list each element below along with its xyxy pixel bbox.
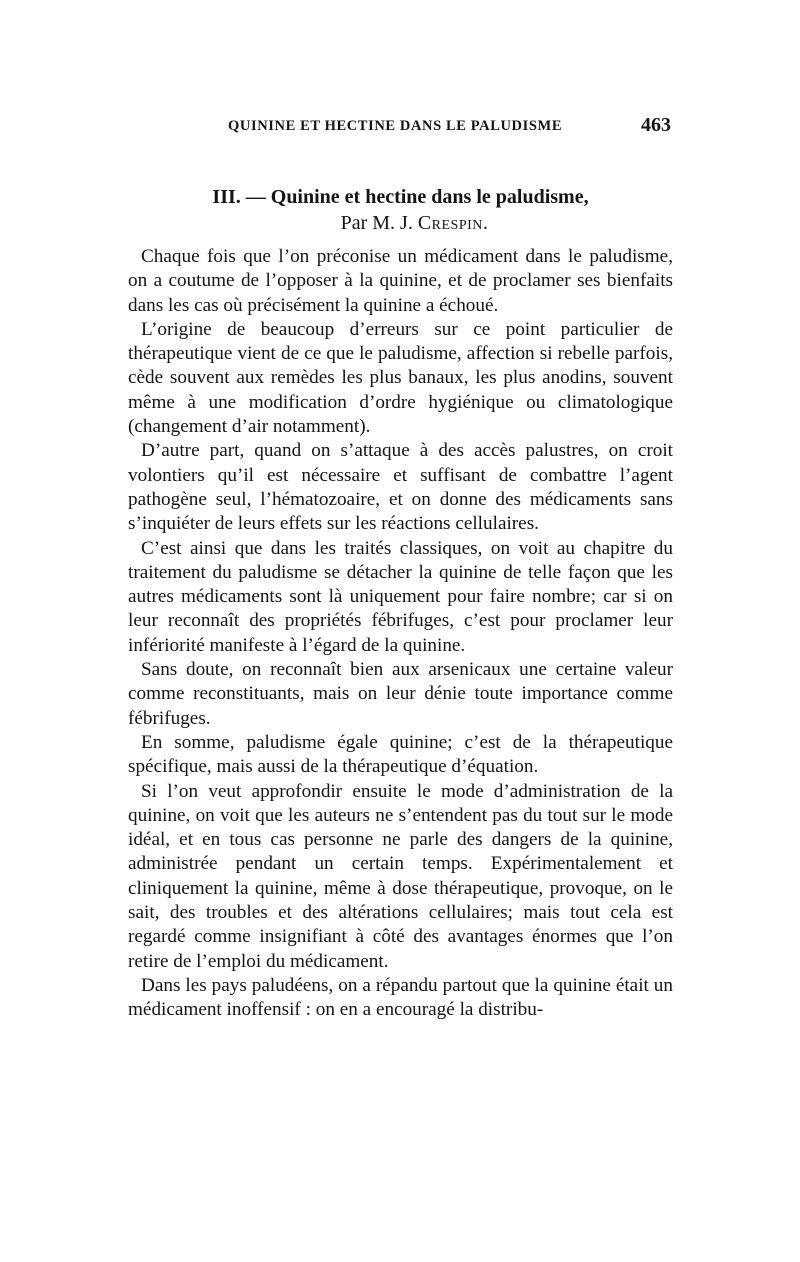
paragraph: Sans doute, on reconnaît bien aux arsenicaux une certaine valeur comme reconstituants, mais on leur dénie toute importance comme fébrifuges. — [128, 659, 673, 729]
book-page — [128, 114, 673, 1023]
page-number: 463 — [641, 114, 671, 136]
author-prefix: Par M. J. — [340, 212, 418, 234]
article-heading — [128, 184, 673, 236]
article-title: III. — Quinine et hectine dans le paludisme, — [212, 186, 589, 208]
paragraph: Si l’on veut approfondir ensuite le mode d’administration de la quinine, on voit que les auteurs ne s’entendent pas du tout sur le mode idéal, et en tous cas personne ne parle des dangers de la quinine, administrée pendant un certain temps. Expérimentalement et cliniquement la quinine, même à dose thérapeutique, provoque, on le sait, des troubles et des altérations cellulaires; mais tout cela est regardé comme insignifiant à côté des avantages énormes que l’on retire de l’emploi du médicament. — [128, 780, 673, 972]
paragraph: En somme, paludisme égale quinine; c’est de la thérapeutique spécifique, mais aussi de la thérapeutique d’équation. — [128, 731, 673, 778]
running-head — [128, 114, 673, 138]
author-name: Crespin. — [417, 212, 489, 234]
paragraph: C’est ainsi que dans les traités classiques, on voit au chapitre du traitement du paludisme se détacher la quinine de telle façon que les autres médicaments sont là uniquement pour faire nombre; car si on leur reconnaît des propriétés fébrifuges, c’est pour proclamer leur infériorité manifeste à l’égard de la quinine. — [128, 537, 673, 656]
paragraph: D’autre part, quand on s’attaque à des accès palustres, on croit volontiers qu’il est nécessaire et suffisant de combattre l’agent pathogène seul, l’hématozoaire, et on donne des médicaments sans s’inquiéter de leurs effets sur les réactions cellulaires. — [128, 440, 673, 535]
paragraph: Dans les pays paludéens, on a répandu partout que la quinine était un médicament inoffensif : on en a encouragé la distribu- — [128, 974, 673, 1021]
article-body — [128, 245, 673, 1023]
paragraph: L’origine de beaucoup d’erreurs sur ce point particulier de thérapeutique vient de ce que le paludisme, affection si rebelle parfois, cède souvent aux remèdes les plus banaux, les plus anodins, souvent même à une modification d’ordre hygiénique ou climatologique (changement d’air notamment). — [128, 318, 673, 438]
running-head-title: QUININE ET HECTINE DANS LE PALUDISME — [228, 118, 563, 134]
article-author — [156, 210, 673, 236]
paragraph: Chaque fois que l’on préconise un médicament dans le paludisme, on a coutume de l’opposer à la quinine, et de proclamer ses bienfaits dans les cas où précisément la quinine a échoué. — [128, 246, 673, 316]
